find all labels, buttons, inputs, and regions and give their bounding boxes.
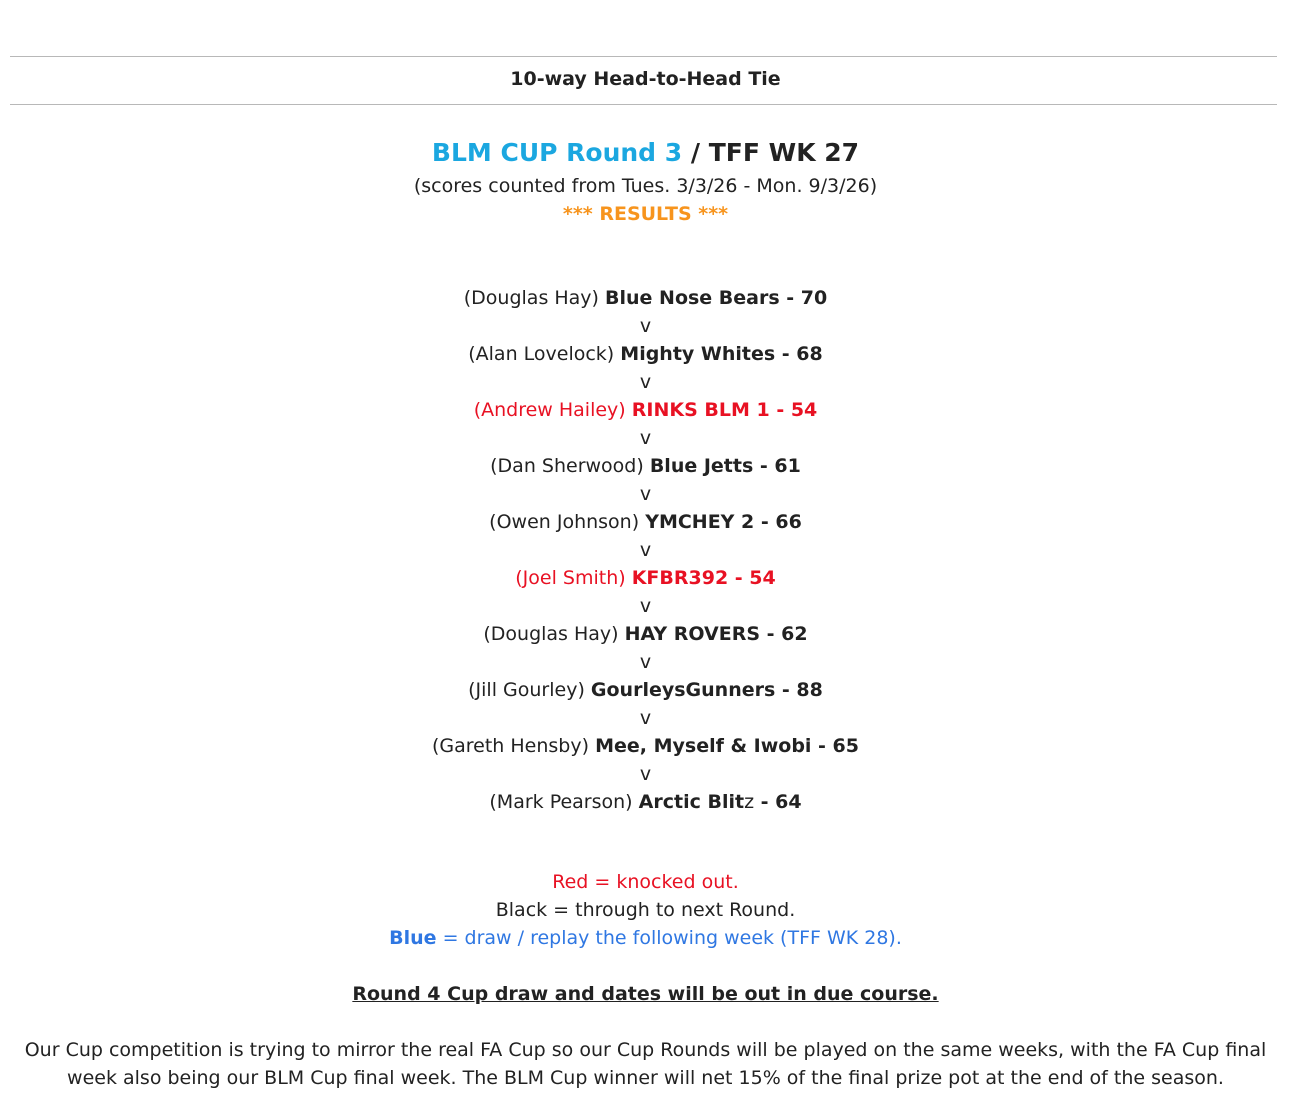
entry-manager: (Owen Johnson) bbox=[489, 511, 640, 533]
entry-row bbox=[0, 284, 1291, 312]
entry-team-score: - 64 bbox=[754, 791, 802, 813]
entry-manager: (Alan Lovelock) bbox=[468, 343, 615, 365]
versus-separator: v bbox=[639, 595, 652, 617]
versus-separator: v bbox=[639, 539, 652, 561]
entry-manager: (Gareth Hensby) bbox=[432, 735, 590, 757]
entry-team: YMCHEY 2 - 66 bbox=[645, 511, 802, 533]
legend-blue bbox=[0, 924, 1291, 952]
entry-manager: (Mark Pearson) bbox=[489, 791, 633, 813]
entry-manager: (Dan Sherwood) bbox=[490, 455, 644, 477]
results-label: *** RESULTS *** bbox=[562, 203, 729, 225]
legend-blue-label: Blue bbox=[389, 927, 437, 949]
versus-separator: v bbox=[639, 707, 652, 729]
entry-manager: (Jill Gourley) bbox=[468, 679, 585, 701]
entry-team: Blue Jetts - 61 bbox=[649, 455, 801, 477]
entry-team: Mee, Myself & Iwobi - 65 bbox=[595, 735, 859, 757]
next-round-notice bbox=[0, 980, 1291, 1008]
entry-row-knocked-out bbox=[0, 564, 1291, 592]
round-title-week: / TFF WK 27 bbox=[682, 138, 860, 167]
footer-paragraph bbox=[20, 1036, 1271, 1092]
entry-row bbox=[0, 732, 1291, 760]
versus-separator: v bbox=[639, 483, 652, 505]
entry-team: KFBR392 - 54 bbox=[631, 567, 776, 589]
heading-divider bbox=[10, 104, 1277, 105]
entry-row bbox=[0, 788, 1291, 816]
entry-team: GourleysGunners - 88 bbox=[590, 679, 823, 701]
entry-team: Mighty Whites - 68 bbox=[620, 343, 823, 365]
entry-row bbox=[0, 620, 1291, 648]
versus-separator: v bbox=[639, 763, 652, 785]
entry-team: Blue Nose Bears - 70 bbox=[605, 287, 828, 309]
footer-line: Our Cup competition is trying to mirror the real FA Cup so our Cup Rounds will be played on the same weeks, with the FA Cup final bbox=[24, 1039, 1267, 1061]
entry-row bbox=[0, 508, 1291, 536]
top-divider bbox=[10, 56, 1277, 57]
entry-manager: (Douglas Hay) bbox=[463, 287, 599, 309]
versus-separator: v bbox=[639, 315, 652, 337]
entry-row bbox=[0, 340, 1291, 368]
entry-team: HAY ROVERS - 62 bbox=[624, 623, 808, 645]
entry-team-part: z bbox=[744, 791, 755, 813]
next-round-notice-text: Round 4 Cup draw and dates will be out in due course. bbox=[352, 983, 939, 1005]
entry-manager: (Douglas Hay) bbox=[483, 623, 619, 645]
footer-line: week also being our BLM Cup final week. The BLM Cup winner will net 15% of the final prize pot at the end of the season. bbox=[67, 1067, 1224, 1089]
legend-red: Red = knocked out. bbox=[552, 871, 739, 893]
versus-separator: v bbox=[639, 651, 652, 673]
entry-row bbox=[0, 676, 1291, 704]
round-title-cup: BLM CUP Round 3 bbox=[431, 138, 683, 167]
entry-team-part: Arctic Blit bbox=[638, 791, 745, 813]
entry-row bbox=[0, 452, 1291, 480]
entry-row-knocked-out bbox=[0, 396, 1291, 424]
legend-black: Black = through to next Round. bbox=[495, 899, 796, 921]
legend-blue-text: = draw / replay the following week (TFF WK 28). bbox=[436, 927, 902, 949]
versus-separator: v bbox=[639, 371, 652, 393]
versus-separator: v bbox=[639, 427, 652, 449]
round-dates: (scores counted from Tues. 3/3/26 - Mon. 9/3/26) bbox=[413, 175, 878, 197]
round-title bbox=[0, 138, 1291, 167]
entry-manager: (Joel Smith) bbox=[515, 567, 626, 589]
entry-team: RINKS BLM 1 - 54 bbox=[631, 399, 818, 421]
section-heading: 10-way Head-to-Head Tie bbox=[510, 68, 781, 90]
entry-manager: (Andrew Hailey) bbox=[473, 399, 626, 421]
